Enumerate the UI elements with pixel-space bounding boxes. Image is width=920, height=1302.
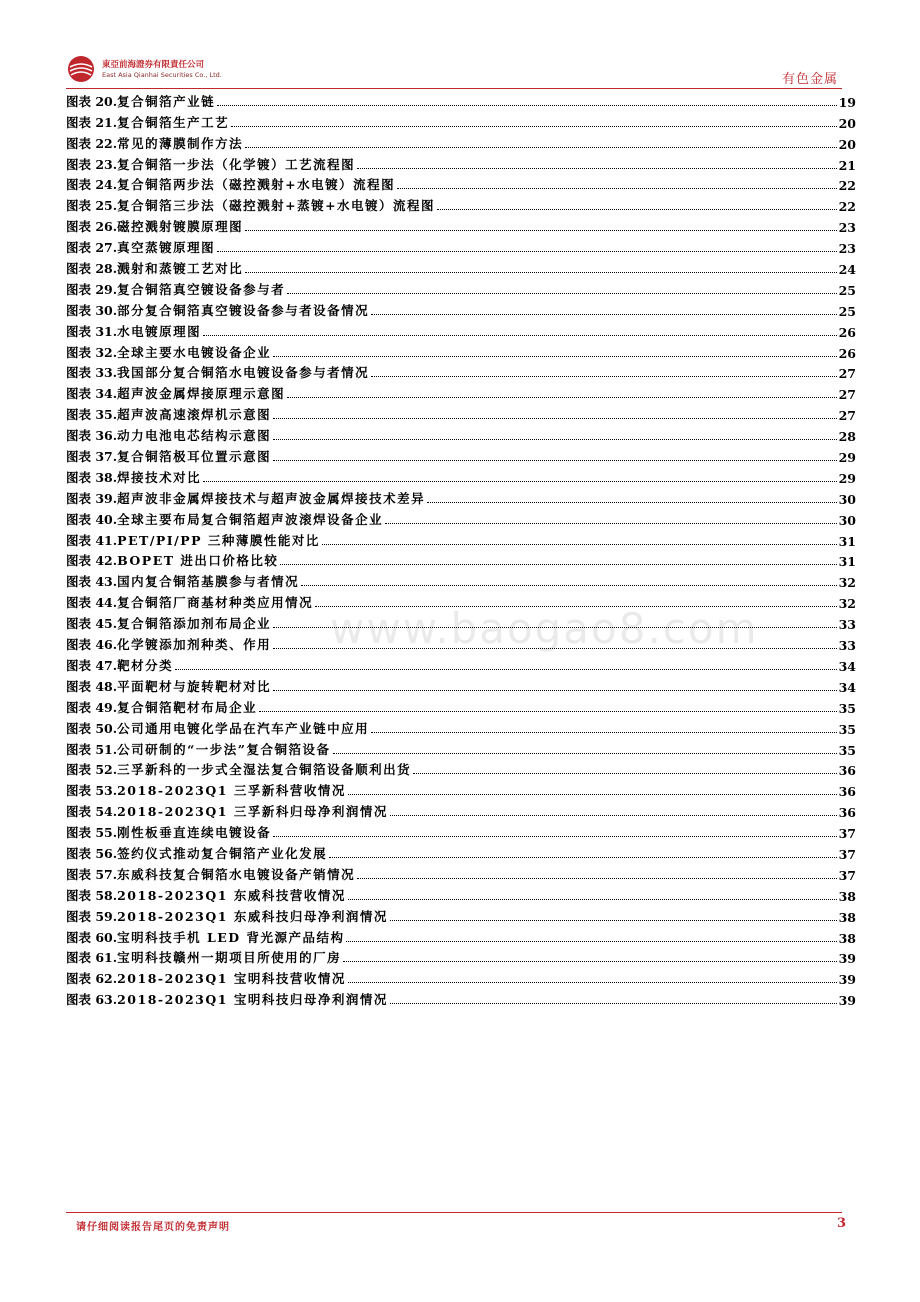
toc-entry-label: 图表 51. bbox=[66, 741, 118, 757]
toc-leader-dots bbox=[390, 920, 837, 921]
toc-entry-title: 溅射和蒸镀工艺对比 bbox=[117, 261, 244, 277]
toc-entry-label: 图表 47. bbox=[66, 657, 118, 673]
toc-entry[interactable] bbox=[66, 695, 856, 716]
toc-entry-page: 37 bbox=[838, 846, 856, 862]
toc-entry-title: 2018-2023Q1 三孚新科归母净利润情况 bbox=[117, 804, 388, 820]
toc-entry[interactable] bbox=[66, 340, 856, 361]
toc-entry-label: 图表 43. bbox=[66, 574, 118, 590]
toc-leader-dots bbox=[287, 293, 836, 294]
toc-entry-title: 超声波高速滚焊机示意图 bbox=[117, 407, 272, 423]
toc-entry-title: 宝明科技赣州一期项目所使用的厂房 bbox=[117, 950, 342, 966]
toc-entry-label: 图表 55. bbox=[66, 825, 118, 841]
toc-entry-title: 动力电池电芯结构示意图 bbox=[117, 428, 272, 444]
toc-entry[interactable] bbox=[66, 799, 856, 820]
toc-leader-dots bbox=[371, 732, 836, 733]
toc-entry-label: 图表 57. bbox=[66, 866, 118, 882]
toc-entry-page: 33 bbox=[838, 617, 856, 633]
toc-entry-title: 超声波金属焊接原理示意图 bbox=[117, 386, 286, 402]
toc-entry[interactable] bbox=[66, 423, 856, 444]
toc-entry-page: 36 bbox=[838, 763, 856, 779]
toc-entry-label: 图表 20. bbox=[66, 93, 118, 109]
toc-entry-title: 2018-2023Q1 三孚新科营收情况 bbox=[117, 783, 346, 799]
toc-leader-dots bbox=[390, 1003, 837, 1004]
toc-leader-dots bbox=[385, 523, 836, 524]
toc-entry-page: 20 bbox=[838, 136, 856, 152]
toc-entry[interactable] bbox=[66, 486, 856, 507]
toc-entry[interactable] bbox=[66, 361, 856, 382]
toc-entry-label: 图表 32. bbox=[66, 344, 118, 360]
toc-entry-label: 图表 60. bbox=[66, 929, 118, 945]
toc-leader-dots bbox=[287, 397, 836, 398]
toc-leader-dots bbox=[245, 147, 836, 148]
toc-entry[interactable] bbox=[66, 611, 856, 632]
toc-entry-title: 全球主要水电镀设备企业 bbox=[117, 344, 272, 360]
toc-entry-label: 图表 59. bbox=[66, 908, 118, 924]
toc-leader-dots bbox=[371, 376, 836, 377]
toc-entry-label: 图表 42. bbox=[66, 553, 118, 569]
toc-leader-dots bbox=[273, 418, 836, 419]
toc-entry-title: 东威科技复合铜箔水电镀设备产销情况 bbox=[117, 866, 356, 882]
toc-entry-title: 复合铜箔产业链 bbox=[117, 93, 216, 109]
toc-entry[interactable] bbox=[66, 549, 856, 570]
toc-entry-page: 31 bbox=[838, 533, 856, 549]
toc-entry-label: 图表 30. bbox=[66, 302, 118, 318]
toc-entry[interactable] bbox=[66, 402, 856, 423]
toc-entry-label: 图表 63. bbox=[66, 992, 118, 1008]
toc-entry-page: 21 bbox=[838, 157, 856, 173]
toc-leader-dots bbox=[348, 794, 837, 795]
toc-entry[interactable] bbox=[66, 381, 856, 402]
toc-entry[interactable] bbox=[66, 193, 856, 214]
toc-entry-title: 签约仪式推动复合铜箔产业化发展 bbox=[117, 845, 328, 861]
toc-entry[interactable] bbox=[66, 632, 856, 653]
toc-entry-page: 29 bbox=[838, 470, 856, 486]
toc-entry-title: 复合铜箔极耳位置示意图 bbox=[117, 449, 272, 465]
toc-entry-label: 图表 44. bbox=[66, 595, 118, 611]
toc-entry-label: 图表 33. bbox=[66, 365, 118, 381]
toc-leader-dots bbox=[397, 188, 837, 189]
toc-entry-page: 35 bbox=[838, 721, 856, 737]
toc-leader-dots bbox=[273, 648, 836, 649]
toc-entry-title: 靶材分类 bbox=[117, 657, 174, 673]
toc-entry[interactable] bbox=[66, 674, 856, 695]
page-header bbox=[66, 54, 842, 90]
toc-entry-page: 25 bbox=[838, 282, 856, 298]
toc-entry[interactable] bbox=[66, 277, 856, 298]
company-name-en: East Asia Qianhai Securities Co., Ltd. bbox=[102, 71, 222, 79]
toc-entry-title: 2018-2023Q1 东威科技营收情况 bbox=[117, 887, 346, 903]
toc-entry-title: 真空蒸镀原理图 bbox=[117, 240, 216, 256]
toc-entry-title: 2018-2023Q1 东威科技归母净利润情况 bbox=[117, 908, 388, 924]
toc-entry-title: BOPET 进出口价格比较 bbox=[117, 553, 279, 569]
toc-entry-label: 图表 23. bbox=[66, 156, 118, 172]
toc-entry-page: 23 bbox=[838, 241, 856, 257]
toc-leader-dots bbox=[217, 105, 836, 106]
toc-leader-dots bbox=[333, 753, 837, 754]
toc-entry-title: PET/PI/PP 三种薄膜性能对比 bbox=[117, 532, 320, 548]
company-name-cn: 東亞前海證券有限責任公司 bbox=[102, 60, 205, 70]
toc-entry-label: 图表 46. bbox=[66, 637, 118, 653]
toc-entry-title: 宝明科技手机 LED 背光源产品结构 bbox=[117, 929, 345, 945]
toc-entry-page: 37 bbox=[838, 867, 856, 883]
toc-entry-page: 39 bbox=[838, 993, 856, 1009]
toc-entry[interactable] bbox=[66, 904, 856, 925]
toc-leader-dots bbox=[175, 669, 836, 670]
toc-entry-label: 图表 45. bbox=[66, 616, 118, 632]
toc-leader-dots bbox=[348, 982, 837, 983]
toc-entry-label: 图表 52. bbox=[66, 762, 118, 778]
toc-entry-title: 复合铜箔靶材布局企业 bbox=[117, 699, 258, 715]
toc-entry-title: 三孚新科的一步式全湿法复合铜箔设备顺利出货 bbox=[117, 762, 412, 778]
toc-entry-title: 刚性板垂直连续电镀设备 bbox=[117, 825, 272, 841]
toc-leader-dots bbox=[245, 272, 836, 273]
toc-entry-page: 39 bbox=[838, 972, 856, 988]
toc-entry-page: 38 bbox=[838, 909, 856, 925]
toc-entry-page: 23 bbox=[838, 220, 856, 236]
toc-leader-dots bbox=[273, 836, 836, 837]
toc-entry[interactable] bbox=[66, 528, 856, 549]
toc-entry[interactable] bbox=[66, 214, 856, 235]
toc-leader-dots bbox=[346, 941, 836, 942]
toc-entry-title: 部分复合铜箔真空镀设备参与者设备情况 bbox=[117, 302, 370, 318]
toc-leader-dots bbox=[390, 815, 837, 816]
toc-entry-label: 图表 26. bbox=[66, 219, 118, 235]
toc-leader-dots bbox=[343, 961, 836, 962]
toc-entry[interactable] bbox=[66, 152, 856, 173]
toc-entry[interactable] bbox=[66, 716, 856, 737]
toc-entry-page: 32 bbox=[838, 596, 856, 612]
toc-entry-label: 图表 58. bbox=[66, 887, 118, 903]
toc-entry-page: 35 bbox=[838, 742, 856, 758]
toc-entry-label: 图表 48. bbox=[66, 678, 118, 694]
toc-entry-label: 图表 54. bbox=[66, 804, 118, 820]
toc-entry-page: 36 bbox=[838, 805, 856, 821]
toc-entry-title: 复合铜箔一步法（化学镀）工艺流程图 bbox=[117, 156, 356, 172]
toc-entry[interactable] bbox=[66, 778, 856, 799]
toc-entry-title: 复合铜箔真空镀设备参与者 bbox=[117, 281, 286, 297]
toc-entry-page: 31 bbox=[838, 554, 856, 570]
toc-entry-label: 图表 40. bbox=[66, 511, 118, 527]
toc-entry-label: 图表 28. bbox=[66, 261, 118, 277]
toc-entry-label: 图表 53. bbox=[66, 783, 118, 799]
toc-entry-page: 29 bbox=[838, 450, 856, 466]
figure-list bbox=[66, 89, 856, 1008]
toc-entry-page: 32 bbox=[838, 575, 856, 591]
toc-leader-dots bbox=[273, 356, 836, 357]
toc-leader-dots bbox=[437, 209, 837, 210]
toc-entry[interactable] bbox=[66, 173, 856, 194]
toc-entry-page: 38 bbox=[838, 888, 856, 904]
toc-entry-page: 22 bbox=[838, 178, 856, 194]
toc-entry-page: 24 bbox=[838, 262, 856, 278]
toc-entry-page: 27 bbox=[838, 366, 856, 382]
toc-leader-dots bbox=[273, 439, 836, 440]
toc-entry-page: 36 bbox=[838, 784, 856, 800]
toc-entry-page: 33 bbox=[838, 638, 856, 654]
footer-divider bbox=[66, 1212, 842, 1213]
toc-leader-dots bbox=[273, 690, 836, 691]
toc-entry-title: 复合铜箔两步法（磁控溅射+水电镀）流程图 bbox=[117, 177, 396, 193]
toc-entry-title: 2018-2023Q1 宝明科技营收情况 bbox=[117, 971, 346, 987]
toc-entry-label: 图表 41. bbox=[66, 532, 118, 548]
toc-entry[interactable] bbox=[66, 444, 856, 465]
toc-entry-page: 34 bbox=[838, 658, 856, 674]
toc-entry[interactable] bbox=[66, 737, 856, 758]
toc-entry-title: 复合铜箔厂商基材种类应用情况 bbox=[117, 595, 314, 611]
toc-entry-page: 25 bbox=[838, 303, 856, 319]
toc-entry-label: 图表 35. bbox=[66, 407, 118, 423]
toc-entry[interactable] bbox=[66, 862, 856, 883]
toc-entry-title: 复合铜箔添加剂布局企业 bbox=[117, 616, 272, 632]
toc-entry[interactable] bbox=[66, 987, 856, 1008]
toc-entry[interactable] bbox=[66, 131, 856, 152]
toc-entry-title: 常见的薄膜制作方法 bbox=[117, 135, 244, 151]
toc-entry-label: 图表 62. bbox=[66, 971, 118, 987]
toc-entry-page: 27 bbox=[838, 387, 856, 403]
section-title: 有色金属 bbox=[781, 72, 838, 87]
toc-entry-label: 图表 37. bbox=[66, 449, 118, 465]
toc-leader-dots bbox=[217, 251, 836, 252]
toc-entry-label: 图表 61. bbox=[66, 950, 118, 966]
toc-entry-label: 图表 29. bbox=[66, 281, 118, 297]
toc-entry-label: 图表 56. bbox=[66, 845, 118, 861]
toc-entry-page: 34 bbox=[838, 679, 856, 695]
toc-leader-dots bbox=[280, 564, 836, 565]
page-number: 3 bbox=[836, 1216, 846, 1231]
toc-entry-label: 图表 21. bbox=[66, 114, 118, 130]
toc-entry[interactable] bbox=[66, 89, 856, 110]
toc-entry-page: 22 bbox=[838, 199, 856, 215]
toc-entry-title: 化学镀添加剂种类、作用 bbox=[117, 637, 272, 653]
toc-entry[interactable] bbox=[66, 841, 856, 862]
toc-entry-title: 焊接技术对比 bbox=[117, 469, 202, 485]
company-logo-icon bbox=[66, 54, 96, 84]
toc-entry-page: 37 bbox=[838, 826, 856, 842]
toc-entry[interactable] bbox=[66, 256, 856, 277]
toc-entry[interactable] bbox=[66, 820, 856, 841]
toc-entry-page: 27 bbox=[838, 408, 856, 424]
toc-leader-dots bbox=[203, 481, 836, 482]
toc-leader-dots bbox=[315, 606, 836, 607]
toc-entry-title: 水电镀原理图 bbox=[117, 323, 202, 339]
toc-entry-page: 30 bbox=[838, 512, 856, 528]
toc-entry-title: 复合铜箔三步法（磁控溅射+蒸镀+水电镀）流程图 bbox=[117, 198, 436, 214]
toc-entry-label: 图表 25. bbox=[66, 198, 118, 214]
toc-leader-dots bbox=[329, 857, 836, 858]
toc-entry-page: 26 bbox=[838, 345, 856, 361]
toc-leader-dots bbox=[427, 502, 836, 503]
toc-leader-dots bbox=[273, 627, 836, 628]
toc-entry-page: 39 bbox=[838, 951, 856, 967]
watermark: www.baogao8.com bbox=[330, 604, 759, 653]
toc-leader-dots bbox=[357, 168, 836, 169]
toc-entry[interactable] bbox=[66, 925, 856, 946]
toc-entry-page: 35 bbox=[838, 700, 856, 716]
toc-entry-label: 图表 49. bbox=[66, 699, 118, 715]
toc-entry-title: 我国部分复合铜箔水电镀设备参与者情况 bbox=[117, 365, 370, 381]
toc-entry-label: 图表 38. bbox=[66, 469, 118, 485]
toc-entry-label: 图表 34. bbox=[66, 386, 118, 402]
toc-leader-dots bbox=[322, 544, 837, 545]
toc-entry-label: 图表 27. bbox=[66, 240, 118, 256]
footer-disclaimer: 请仔细阅读报告尾页的免责声明 bbox=[76, 1222, 230, 1233]
toc-entry-page: 30 bbox=[838, 491, 856, 507]
toc-entry-page: 28 bbox=[838, 429, 856, 445]
toc-leader-dots bbox=[245, 230, 836, 231]
toc-entry-page: 26 bbox=[838, 324, 856, 340]
toc-entry-title: 全球主要布局复合铜箔超声波滚焊设备企业 bbox=[117, 511, 384, 527]
toc-entry-label: 图表 39. bbox=[66, 490, 118, 506]
toc-leader-dots bbox=[357, 878, 836, 879]
toc-entry[interactable] bbox=[66, 966, 856, 987]
toc-entry[interactable] bbox=[66, 883, 856, 904]
toc-leader-dots bbox=[413, 773, 836, 774]
toc-entry-title: 国内复合铜箔基膜参与者情况 bbox=[117, 574, 300, 590]
toc-entry-label: 图表 24. bbox=[66, 177, 118, 193]
toc-entry-label: 图表 36. bbox=[66, 428, 118, 444]
toc-leader-dots bbox=[231, 126, 836, 127]
toc-entry[interactable] bbox=[66, 946, 856, 967]
toc-entry-title: 公司研制的“一步法”复合铜箔设备 bbox=[117, 741, 331, 757]
toc-entry-title: 超声波非金属焊接技术与超声波金属焊接技术差异 bbox=[117, 490, 426, 506]
toc-entry[interactable] bbox=[66, 653, 856, 674]
toc-entry-title: 磁控溅射镀膜原理图 bbox=[117, 219, 244, 235]
toc-entry[interactable] bbox=[66, 758, 856, 779]
toc-entry-title: 平面靶材与旋转靶材对比 bbox=[117, 678, 272, 694]
toc-entry-title: 公司通用电镀化学品在汽车产业链中应用 bbox=[117, 720, 370, 736]
toc-entry[interactable] bbox=[66, 569, 856, 590]
toc-entry[interactable] bbox=[66, 235, 856, 256]
toc-entry-title: 2018-2023Q1 宝明科技归母净利润情况 bbox=[117, 992, 388, 1008]
toc-entry-page: 19 bbox=[838, 94, 856, 110]
toc-leader-dots bbox=[348, 899, 837, 900]
toc-entry[interactable] bbox=[66, 110, 856, 131]
toc-entry-title: 复合铜箔生产工艺 bbox=[117, 114, 230, 130]
toc-entry[interactable] bbox=[66, 298, 856, 319]
toc-leader-dots bbox=[273, 460, 836, 461]
toc-leader-dots bbox=[259, 711, 836, 712]
toc-entry-page: 38 bbox=[838, 930, 856, 946]
toc-entry-label: 图表 31. bbox=[66, 323, 118, 339]
toc-entry[interactable] bbox=[66, 465, 856, 486]
toc-entry-label: 图表 50. bbox=[66, 720, 118, 736]
toc-entry[interactable] bbox=[66, 319, 856, 340]
toc-entry-page: 20 bbox=[838, 115, 856, 131]
toc-entry[interactable] bbox=[66, 590, 856, 611]
toc-entry[interactable] bbox=[66, 507, 856, 528]
toc-leader-dots bbox=[301, 585, 836, 586]
toc-leader-dots bbox=[371, 314, 836, 315]
toc-leader-dots bbox=[203, 335, 836, 336]
toc-entry-label: 图表 22. bbox=[66, 135, 118, 151]
